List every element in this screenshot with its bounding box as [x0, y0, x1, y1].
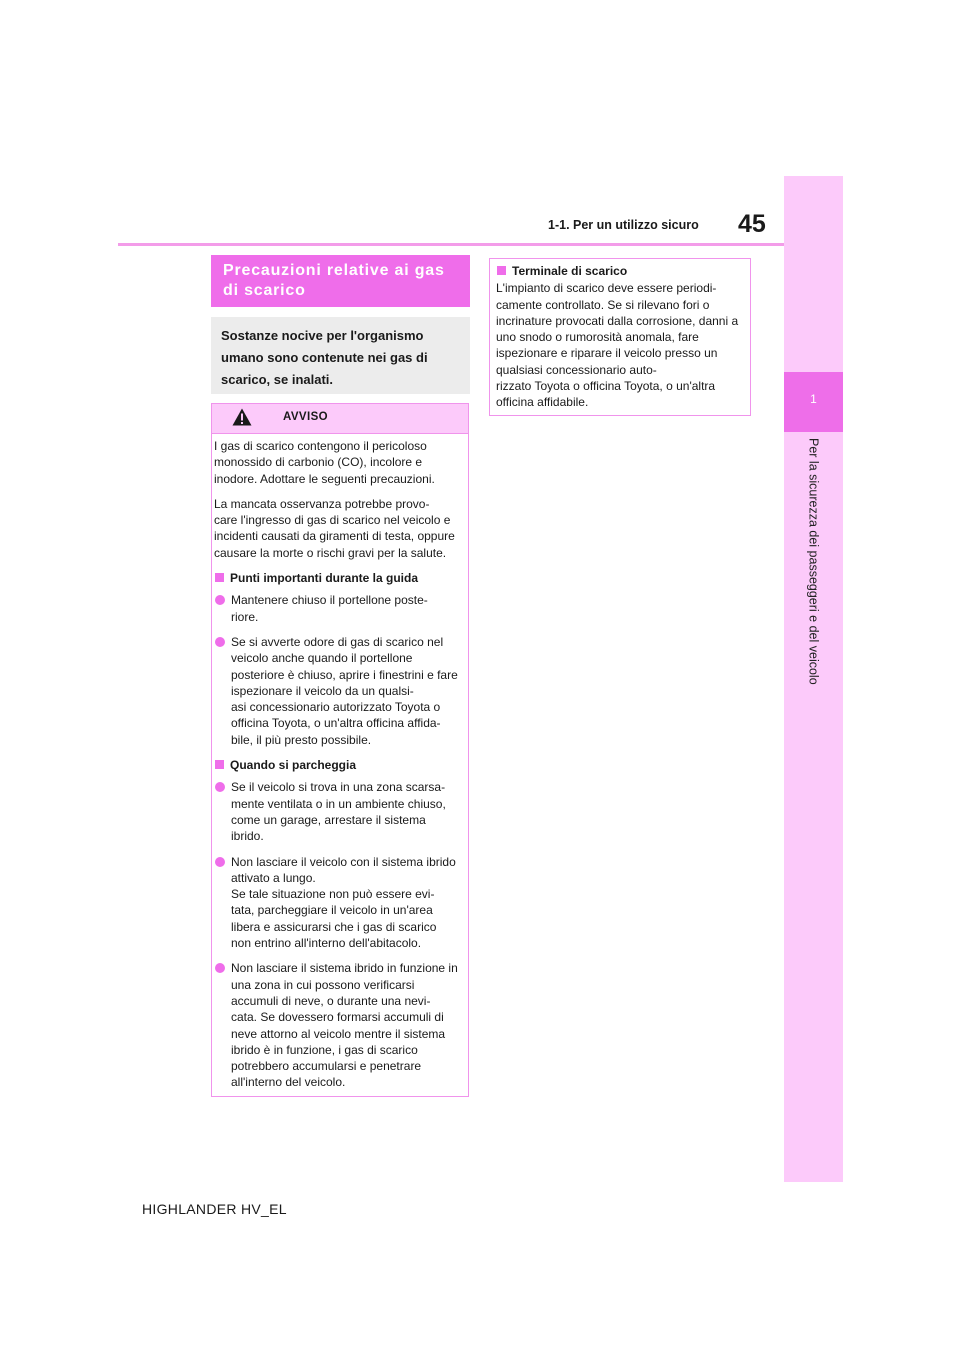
warning-intro: I gas di scarico contengono il pericoloso monossido di carbonio (CO), incolore e inodore. Adottare le seguenti precauzioni. — [214, 439, 435, 486]
round-bullet-icon — [215, 595, 225, 605]
list-item: Se si avverte odore di gas di scarico nel veicolo anche quando il portellone posteriore è chiuso, aprire i finestrini e fare ispezionare il veicolo da un qualsi- asi concessionario autorizzato Toyota o officina Toyota, o un'altra officina affida- bile, il più presto possibile. — [214, 634, 458, 748]
round-bullet-icon — [215, 637, 225, 647]
list-item: Non lasciare il veicolo con il sistema ibrido attivato a lungo. Se tale situazione non può essere evi- tata, parcheggiare il veicolo in un'area libera e assicurarsi che i gas di scarico non entrino all'interno dell'abitacolo. — [214, 854, 458, 952]
driving-subheading: Punti importanti durante la guida — [214, 570, 458, 586]
warning-triangle-icon — [232, 408, 252, 426]
warning-box — [211, 403, 469, 1097]
round-bullet-icon — [215, 963, 225, 973]
square-bullet-icon — [215, 573, 224, 582]
section-summary: Sostanze nocive per l'organismo umano sono contenute nei gas di scarico, se inalati. — [211, 317, 470, 394]
list-item: Se il veicolo si trova in una zona scarsa- mente ventilata o in un ambiente chiuso, come un garage, arrestare il sistema ibrido. — [214, 779, 458, 844]
chapter-title: Per la sicurezza dei passeggeri e del veicolo — [806, 438, 821, 685]
page-number: 45 — [738, 210, 766, 238]
list-item: Non lasciare il sistema ibrido in funzione in una zona in cui possono verificarsi accumuli di neve, o durante una nevi- cata. Se dovessero formarsi accumuli di neve attorno al veicolo mentre il sistema ibrido è in funzione, i gas di scarico potrebbero accumularsi e penetrare all'interno del veicolo. — [214, 960, 458, 1090]
round-bullet-icon — [215, 857, 225, 867]
warning-header — [212, 404, 468, 434]
list-item: Mantenere chiuso il portellone poste- riore. — [214, 592, 458, 625]
terminal-text: L'impianto di scarico deve essere periodi- camente controllato. Se si rilevano fori o incrinature provocati dalla corrosione, danni a uno snodo o rumorosità anomala, fare ispezionare e riparare il veicolo presso un qualsiasi concessionario auto- rizzato Toyota o officina Toyota, o un'altra officina affidabile. — [496, 281, 739, 410]
warning-label: AVVISO — [283, 411, 329, 423]
header-section-title: 1-1. Per un utilizzo sicuro — [548, 218, 699, 232]
terminal-subheading: Terminale di scarico — [496, 263, 742, 279]
warning-consequence: La mancata osservanza potrebbe provo- care l'ingresso di gas di scarico nel veicolo e incidenti causati da giramenti di testa, oppure causare la morte o rischi gravi per la salute. — [214, 496, 455, 560]
exhaust-terminal-box — [489, 258, 751, 416]
square-bullet-icon — [215, 760, 224, 769]
square-bullet-icon — [497, 266, 506, 275]
section-title: Precauzioni relative ai gas di scarico — [211, 255, 470, 307]
chapter-number: 1 — [810, 392, 817, 406]
footer-model-code: HIGHLANDER HV_EL — [142, 1201, 287, 1217]
warning-body — [212, 434, 468, 1091]
parking-subheading: Quando si parcheggia — [214, 757, 458, 773]
round-bullet-icon — [215, 782, 225, 792]
header-divider — [118, 243, 784, 246]
